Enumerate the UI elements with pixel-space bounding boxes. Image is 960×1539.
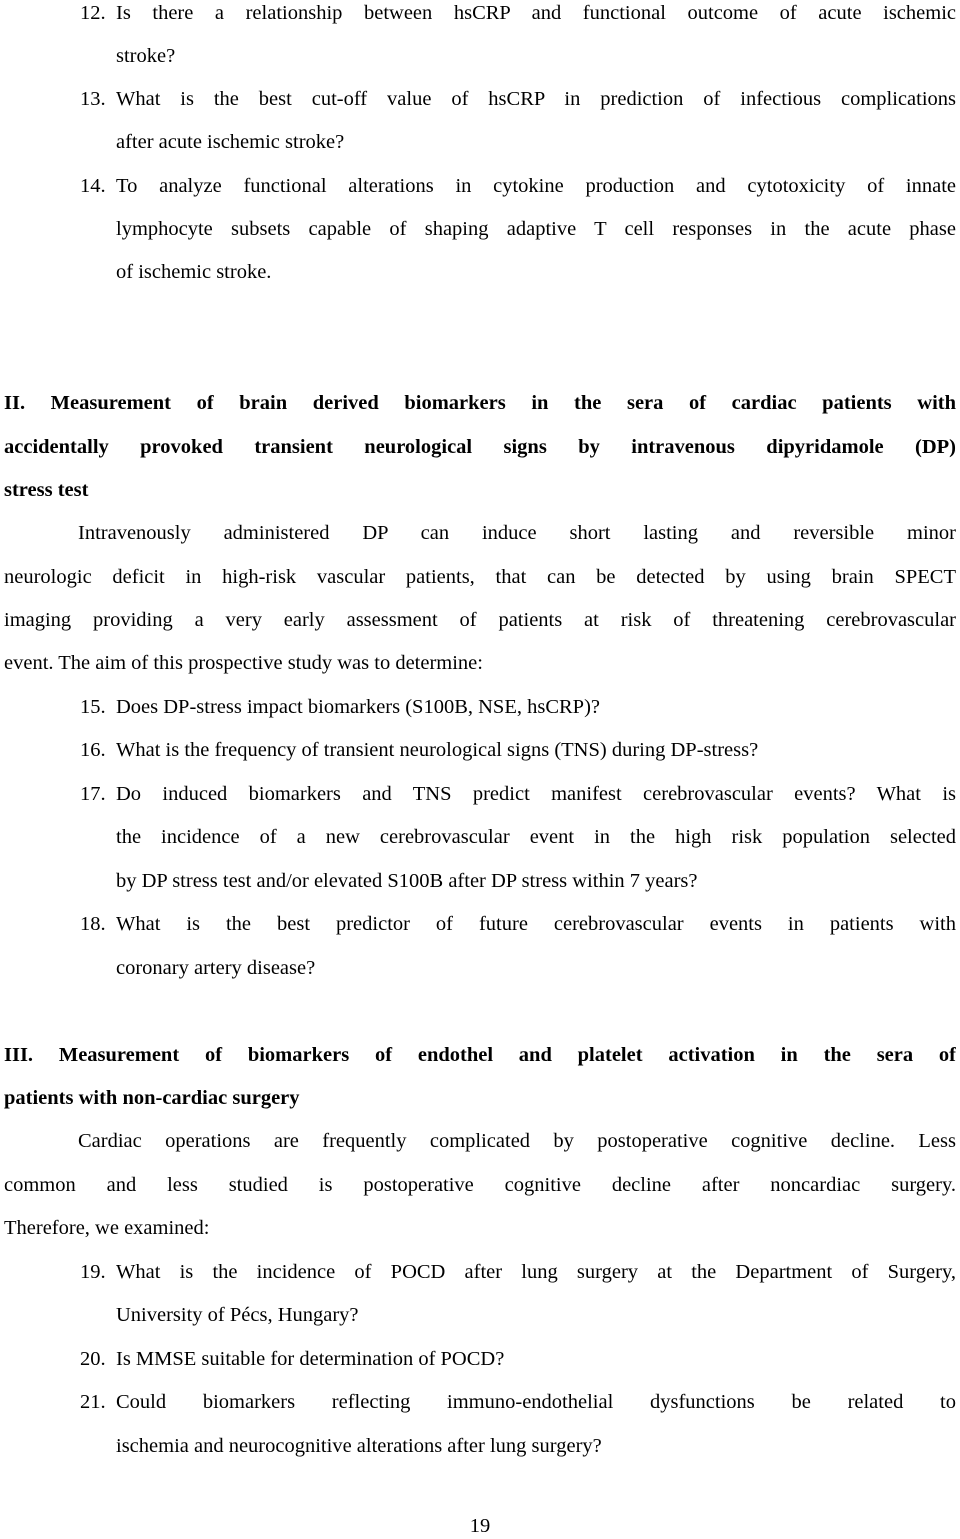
list-item-text: ischemia and neurocognitive alterations after lung surgery? — [116, 1435, 602, 1457]
section-heading: accidentally provoked transient neurological signs by intravenous dipyridamole (DP) — [4, 436, 956, 458]
list-item-text: stroke? — [116, 45, 176, 67]
list-item-text: of ischemic stroke. — [116, 261, 272, 283]
list-item-text: lymphocyte subsets capable of shaping adaptive T cell responses in the acute phase — [116, 218, 956, 240]
list-item-text: Does DP-stress impact biomarkers (S100B, NSE, hsCRP)? — [116, 696, 601, 718]
list-item-text: What is the frequency of transient neurological signs (TNS) during DP-stress? — [116, 739, 759, 761]
list-item-text: by DP stress test and/or elevated S100B after DP stress within 7 years? — [116, 870, 698, 892]
paragraph-line: imaging providing a very early assessment of patients at risk of threatening cerebrovascular — [4, 609, 956, 631]
list-item-text: University of Pécs, Hungary? — [116, 1304, 359, 1326]
list-number: 16. — [80, 739, 106, 761]
list-number: 14. — [80, 175, 106, 197]
list-number: 20. — [80, 1348, 106, 1370]
paragraph-line: event. The aim of this prospective study was to determine: — [4, 652, 483, 674]
list-number: 15. — [80, 696, 106, 718]
section-heading: stress test — [4, 479, 89, 501]
section-heading: patients with non-cardiac surgery — [4, 1087, 300, 1109]
list-number: 13. — [80, 88, 106, 110]
list-item-text: the incidence of a new cerebrovascular event in the high risk population selected — [116, 826, 956, 848]
list-item-text: Could biomarkers reflecting immuno-endothelial dysfunctions be related to — [116, 1391, 956, 1413]
list-item-text: Is MMSE suitable for determination of POCD? — [116, 1348, 505, 1370]
list-number: 12. — [80, 2, 106, 24]
list-item-text: Is there a relationship between hsCRP and functional outcome of acute ischemic — [116, 2, 956, 24]
list-item-text: coronary artery disease? — [116, 957, 316, 979]
section-heading: III. Measurement of biomarkers of endothel and platelet activation in the sera of — [4, 1044, 956, 1066]
section-heading: II. Measurement of brain derived biomarkers in the sera of cardiac patients with — [4, 392, 956, 414]
list-number: 18. — [80, 913, 106, 935]
list-number: 21. — [80, 1391, 106, 1413]
list-item-text: To analyze functional alterations in cytokine production and cytotoxicity of innate — [116, 175, 956, 197]
list-item-text: What is the best predictor of future cerebrovascular events in patients with — [116, 913, 956, 935]
paragraph-line: common and less studied is postoperative cognitive decline after noncardiac surgery. — [4, 1174, 956, 1196]
paragraph-line: neurologic deficit in high-risk vascular patients, that can be detected by using brain SPECT — [4, 566, 956, 588]
list-item-text: Do induced biomarkers and TNS predict manifest cerebrovascular events? What is — [116, 783, 956, 805]
paragraph-line: Therefore, we examined: — [4, 1217, 210, 1239]
list-item-text: after acute ischemic stroke? — [116, 131, 345, 153]
list-number: 19. — [80, 1261, 106, 1283]
list-item-text: What is the incidence of POCD after lung surgery at the Department of Surgery, — [116, 1261, 956, 1283]
page-number: 19 — [469, 1515, 491, 1537]
list-number: 17. — [80, 783, 106, 805]
paragraph-line: Intravenously administered DP can induce short lasting and reversible minor — [78, 522, 956, 544]
list-item-text: What is the best cut-off value of hsCRP in prediction of infectious complications — [116, 88, 956, 110]
paragraph-line: Cardiac operations are frequently complicated by postoperative cognitive decline. Less — [78, 1130, 956, 1152]
